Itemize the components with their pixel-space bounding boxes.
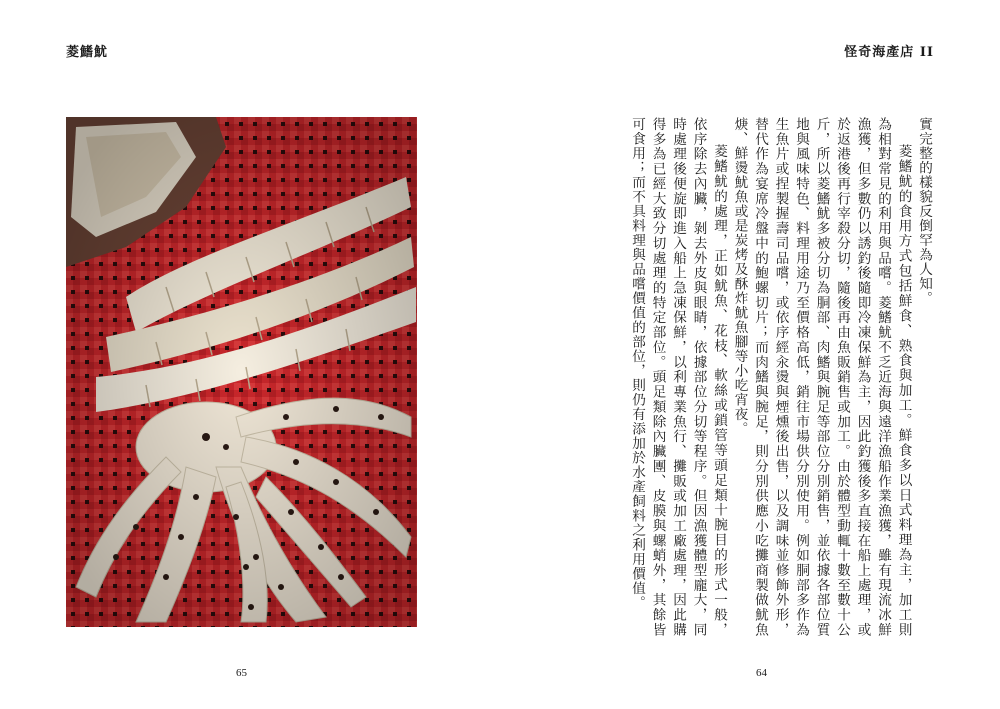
squid-photo-illustration (66, 117, 417, 627)
squid-photo (66, 117, 417, 627)
page-number-left: 65 (236, 667, 247, 679)
paragraph: 實完整的樣貌反倒罕為人知。 (916, 117, 932, 306)
running-head-left: 菱鰭魷 (66, 45, 109, 60)
page-number-right: 64 (756, 667, 767, 679)
right-page (500, 0, 1000, 709)
paragraph: 菱鰭魷的處理，正如魷魚、花枝、軟絲或鎖管等頭足類十腕目的形式一般，依序除去內臟，剝去外皮與眼睛，依據部位分切等程序。但因漁獲體型龐大，同時處理後便旋即進入船上急凍保鮮，以利專業魚行、攤販或加工廠處理，因此購得多為已經大致分切處理的特定部位。頭足類除內臟團、皮膜與螺蛸外，其餘皆可食用；而不具料理與品嚐價值的部位，則仍有添加於水產飼料之利用價值。 (629, 117, 727, 637)
running-head-right: 怪奇海產店 II (844, 45, 934, 60)
paragraph: 菱鰭魷的食用方式包括鮮食、熟食與加工。鮮食多以日式料理為主，加工則為相對常見的利用與品嚐。菱鰭魷不乏近海與遠洋漁船作業漁獲，雖有現流冰鮮漁獲，但多數仍以誘釣後隨即冷凍保鮮為主，因此釣獲後多直接在船上處理，或於返港後再行宰殺分切，隨後再由魚販銷售或加工。由於體型動輒十數至數十公斤，所以菱鰭魷多被分切為胴部、肉鰭與腕足等部位分別銷售，並依據各部位質地與風味特色、料理用途乃至價格高低，銷往市場供分別使用。例如胴部多作為生魚片或捏製握壽司品嚐，或依序經汆燙與煙燻後出售，以及調味並修飾外形，替代作為宴席冷盤中的鮑螺切片；而肉鰭與腕足，則分別供應小吃攤商製做魷魚焿、鮮燙魷魚或是炭烤及酥炸魷魚腳等小吃宵夜。 (731, 117, 912, 637)
body-text (627, 117, 935, 637)
